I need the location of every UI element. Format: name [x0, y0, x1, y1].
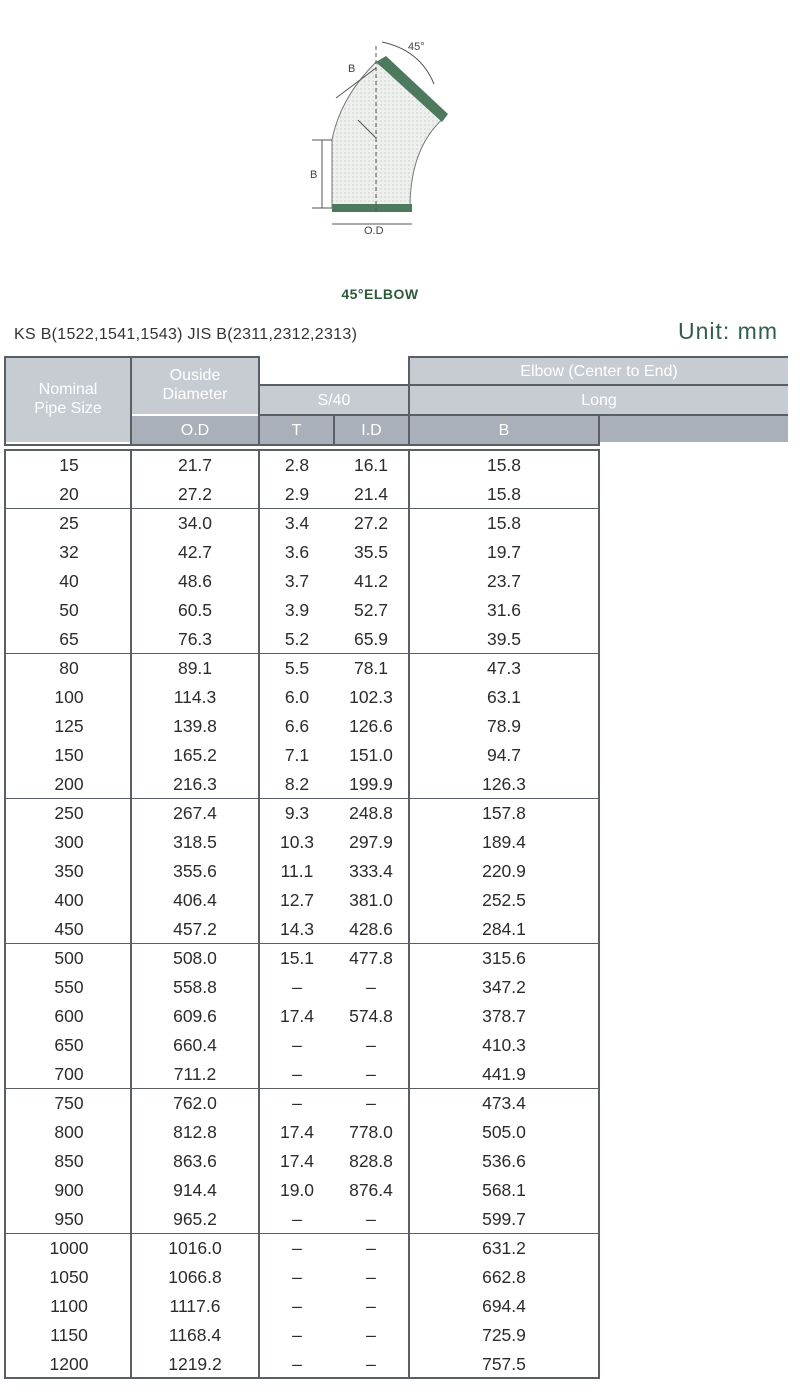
row-inside-diameter: 65.9 [353, 629, 389, 649]
row-center-to-end: 378.7 [482, 1006, 526, 1026]
row-inside-diameter: – [366, 1267, 376, 1287]
row-inside-diameter: – [366, 1354, 376, 1374]
row-thickness: 9.3 [284, 803, 310, 823]
row-outside-diameter: 457.2 [173, 919, 217, 939]
row-thickness: 5.5 [284, 658, 310, 678]
row-nominal-size: 32 [59, 542, 79, 562]
unit-label: Unit: mm [678, 318, 778, 344]
row-nominal-size: 1100 [50, 1296, 88, 1316]
row-nominal-size: 40 [59, 571, 79, 591]
row-nominal-size: 1200 [49, 1354, 89, 1374]
row-inside-diameter: 27.2 [353, 513, 389, 533]
header-long: Long [410, 386, 788, 414]
row-outside-diameter: 114.3 [173, 687, 217, 707]
row-nominal-size: 50 [59, 600, 79, 620]
row-outside-diameter: 318.5 [173, 832, 217, 852]
row-center-to-end: 23.7 [486, 571, 522, 591]
row-center-to-end: 47.3 [486, 658, 522, 678]
row-inside-diameter: – [366, 1093, 376, 1113]
row-outside-diameter: 762.0 [173, 1093, 217, 1113]
row-nominal-size: 700 [54, 1064, 84, 1084]
row-thickness: 3.9 [284, 600, 310, 620]
row-thickness: 12.7 [279, 890, 315, 910]
row-outside-diameter: 1016.0 [168, 1238, 222, 1258]
row-nominal-size: 250 [54, 803, 84, 823]
row-inside-diameter: – [366, 977, 376, 997]
row-inside-diameter: 428.6 [349, 919, 393, 939]
row-nominal-size: 150 [54, 745, 84, 765]
row-thickness: 17.4 [279, 1006, 315, 1026]
row-thickness: – [292, 1296, 302, 1316]
row-center-to-end: 568.1 [482, 1180, 526, 1200]
row-outside-diameter: 76.3 [177, 629, 213, 649]
row-center-to-end: 19.7 [486, 542, 522, 562]
row-thickness: 7.1 [284, 745, 310, 765]
row-thickness: – [292, 1354, 302, 1374]
row-inside-diameter: 35.5 [353, 542, 389, 562]
row-nominal-size: 850 [54, 1151, 84, 1171]
row-thickness: 3.4 [284, 513, 310, 533]
od-label: O.D [364, 225, 384, 237]
row-inside-diameter: 41.2 [353, 571, 389, 591]
row-nominal-size: 1150 [50, 1325, 88, 1345]
row-thickness: 17.4 [279, 1151, 315, 1171]
row-nominal-size: 1050 [49, 1267, 89, 1287]
row-thickness: 10.3 [279, 832, 315, 852]
row-inside-diameter: 199.9 [349, 774, 393, 794]
row-thickness: 14.3 [279, 919, 315, 939]
row-thickness: 6.6 [284, 716, 310, 736]
header-schedule: S/40 [260, 386, 408, 414]
b-side-label: B [310, 169, 318, 181]
row-center-to-end: 536.6 [482, 1151, 526, 1171]
row-nominal-size: 350 [54, 861, 84, 881]
header-id: I.D [335, 416, 408, 444]
row-inside-diameter: 297.9 [349, 832, 393, 852]
row-thickness: – [292, 1064, 302, 1084]
row-thickness: – [292, 1035, 302, 1055]
row-inside-diameter: 574.8 [349, 1006, 393, 1026]
row-outside-diameter: 1066.8 [168, 1267, 222, 1287]
row-inside-diameter: 21.4 [353, 484, 389, 504]
row-center-to-end: 725.9 [482, 1325, 526, 1345]
row-nominal-size: 20 [59, 484, 79, 504]
row-nominal-size: 500 [54, 948, 84, 968]
row-thickness: – [292, 1209, 302, 1229]
row-thickness: 19.0 [279, 1180, 315, 1200]
row-center-to-end: 63.1 [486, 687, 522, 707]
row-center-to-end: 473.4 [482, 1093, 526, 1113]
row-inside-diameter: 16.1 [353, 455, 389, 475]
standards-label: KS B(1522,1541,1543) JIS B(2311,2312,2313) [14, 326, 358, 343]
row-nominal-size: 750 [54, 1093, 84, 1113]
row-thickness: 3.6 [284, 542, 310, 562]
row-nominal-size: 100 [54, 687, 84, 707]
row-center-to-end: 757.5 [482, 1354, 526, 1374]
row-nominal-size: 600 [54, 1006, 84, 1026]
row-nominal-size: 200 [54, 774, 84, 794]
row-outside-diameter: 863.6 [173, 1151, 217, 1171]
row-inside-diameter: 333.4 [349, 861, 393, 881]
row-thickness: 8.2 [284, 774, 310, 794]
row-inside-diameter: 126.6 [349, 716, 393, 736]
row-outside-diameter: 711.2 [173, 1064, 217, 1084]
row-center-to-end: 78.9 [486, 716, 522, 736]
header-b: B [410, 416, 598, 444]
row-outside-diameter: 89.1 [177, 658, 213, 678]
elbow-diagram [300, 28, 460, 248]
row-inside-diameter: 78.1 [353, 658, 389, 678]
row-inside-diameter: 778.0 [349, 1122, 393, 1142]
row-thickness: 6.0 [284, 687, 310, 707]
row-thickness: 17.4 [279, 1122, 315, 1142]
row-outside-diameter: 914.4 [173, 1180, 217, 1200]
row-thickness: 2.9 [284, 484, 310, 504]
row-nominal-size: 650 [54, 1035, 84, 1055]
row-outside-diameter: 60.5 [177, 600, 213, 620]
row-nominal-size: 25 [59, 513, 79, 533]
row-thickness: 15.1 [279, 948, 315, 968]
row-center-to-end: 31.6 [486, 600, 522, 620]
row-outside-diameter: 1168.4 [168, 1325, 222, 1345]
row-thickness: – [292, 977, 302, 997]
row-outside-diameter: 21.7 [177, 455, 213, 475]
row-center-to-end: 347.2 [482, 977, 526, 997]
row-center-to-end: 220.9 [482, 861, 526, 881]
row-nominal-size: 400 [54, 890, 84, 910]
row-outside-diameter: 965.2 [173, 1209, 217, 1229]
row-inside-diameter: – [366, 1064, 376, 1084]
row-outside-diameter: 139.8 [173, 716, 217, 736]
b-top-label: B [348, 63, 356, 75]
row-outside-diameter: 1219.2 [168, 1354, 222, 1374]
row-inside-diameter: 248.8 [349, 803, 393, 823]
row-center-to-end: 694.4 [482, 1296, 526, 1316]
row-nominal-size: 80 [59, 658, 79, 678]
row-nominal-size: 950 [54, 1209, 84, 1229]
row-center-to-end: 252.5 [482, 890, 526, 910]
row-inside-diameter: – [366, 1296, 376, 1316]
row-outside-diameter: 27.2 [177, 484, 213, 504]
page-title: 45°ELBOW [341, 286, 419, 302]
row-outside-diameter: 609.6 [173, 1006, 217, 1026]
row-nominal-size: 900 [54, 1180, 84, 1200]
row-center-to-end: 157.8 [482, 803, 526, 823]
row-nominal-size: 15 [59, 455, 79, 475]
row-nominal-size: 550 [54, 977, 84, 997]
row-inside-diameter: 151.0 [349, 745, 393, 765]
row-inside-diameter: – [366, 1035, 376, 1055]
angle-label: 45° [408, 41, 425, 53]
header-nominal: Nominal Pipe Size [6, 356, 130, 442]
row-thickness: – [292, 1093, 302, 1113]
row-center-to-end: 505.0 [482, 1122, 526, 1142]
row-thickness: 5.2 [284, 629, 310, 649]
row-nominal-size: 450 [54, 919, 84, 939]
header-od: O.D [132, 416, 258, 444]
header-elbow: Elbow (Center to End) [410, 358, 788, 384]
row-center-to-end: 631.2 [482, 1238, 526, 1258]
row-outside-diameter: 812.8 [173, 1122, 217, 1142]
row-outside-diameter: 406.4 [173, 890, 217, 910]
row-outside-diameter: 165.2 [173, 745, 217, 765]
row-center-to-end: 189.4 [482, 832, 526, 852]
row-inside-diameter: – [366, 1209, 376, 1229]
row-inside-diameter: 52.7 [353, 600, 389, 620]
row-center-to-end: 126.3 [482, 774, 526, 794]
row-center-to-end: 39.5 [486, 629, 522, 649]
row-outside-diameter: 216.3 [173, 774, 217, 794]
row-inside-diameter: 102.3 [349, 687, 393, 707]
row-center-to-end: 94.7 [486, 745, 522, 765]
row-outside-diameter: 558.8 [173, 977, 217, 997]
row-center-to-end: 15.8 [486, 484, 522, 504]
row-outside-diameter: 34.0 [177, 513, 213, 533]
row-center-to-end: 662.8 [482, 1267, 526, 1287]
row-outside-diameter: 1117.6 [169, 1296, 221, 1316]
row-thickness: – [292, 1267, 302, 1287]
header-t: T [260, 416, 333, 444]
row-center-to-end: 315.6 [482, 948, 526, 968]
row-thickness: 2.8 [284, 455, 310, 475]
row-nominal-size: 1000 [49, 1238, 89, 1258]
row-center-to-end: 15.8 [486, 455, 522, 475]
row-outside-diameter: 508.0 [173, 948, 217, 968]
row-thickness: 3.7 [284, 571, 310, 591]
row-center-to-end: 599.7 [482, 1209, 526, 1229]
row-outside-diameter: 48.6 [177, 571, 213, 591]
row-inside-diameter: – [366, 1325, 376, 1345]
row-center-to-end: 15.8 [486, 513, 522, 533]
row-center-to-end: 441.9 [482, 1064, 526, 1084]
row-nominal-size: 65 [59, 629, 79, 649]
row-inside-diameter: – [366, 1238, 376, 1258]
row-center-to-end: 410.3 [482, 1035, 526, 1055]
row-nominal-size: 125 [54, 716, 84, 736]
row-thickness: – [292, 1325, 302, 1345]
row-outside-diameter: 355.6 [173, 861, 217, 881]
row-outside-diameter: 267.4 [173, 803, 217, 823]
row-center-to-end: 284.1 [482, 919, 526, 939]
row-thickness: 11.1 [280, 861, 314, 881]
row-inside-diameter: 876.4 [349, 1180, 393, 1200]
row-inside-diameter: 828.8 [349, 1151, 393, 1171]
row-outside-diameter: 42.7 [177, 542, 213, 562]
row-nominal-size: 300 [54, 832, 84, 852]
row-inside-diameter: 477.8 [349, 948, 393, 968]
row-thickness: – [292, 1238, 302, 1258]
header-b-extension [600, 416, 788, 442]
row-outside-diameter: 660.4 [173, 1035, 217, 1055]
row-nominal-size: 800 [54, 1122, 84, 1142]
header-outside-diameter: Ouside Diameter [132, 356, 258, 414]
row-inside-diameter: 381.0 [349, 890, 393, 910]
